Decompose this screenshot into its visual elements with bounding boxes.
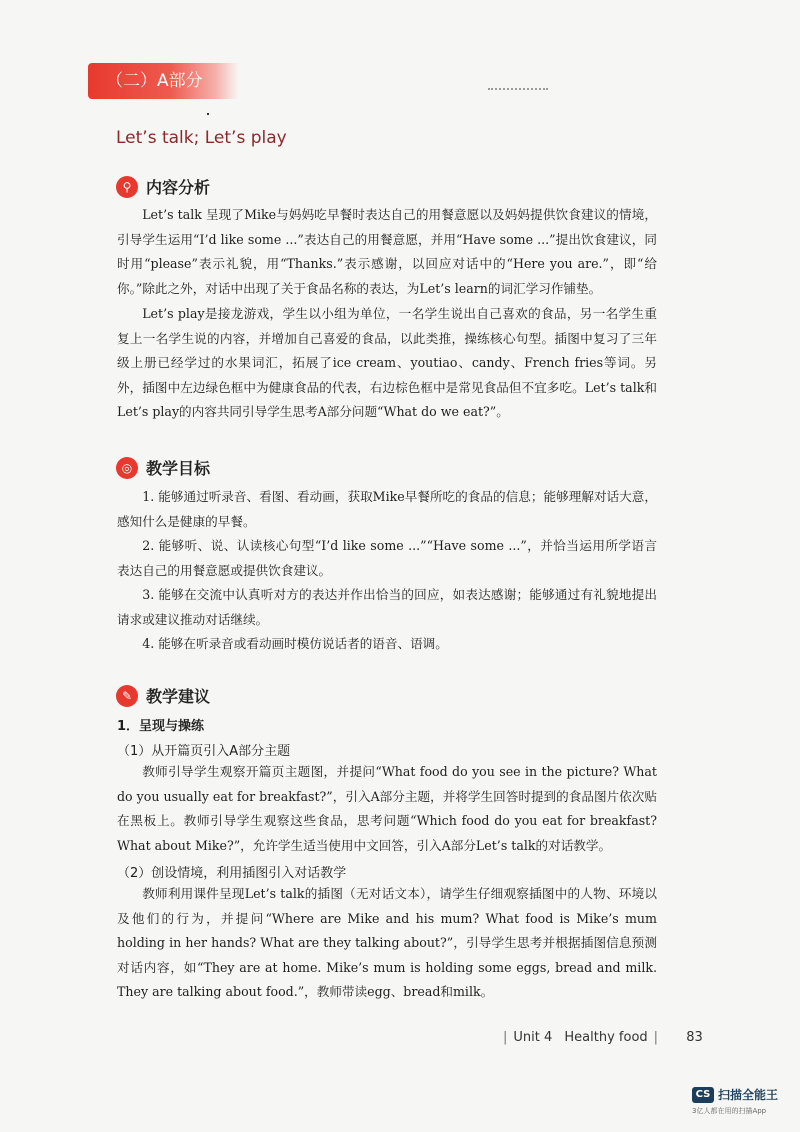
heading-analysis (116, 175, 210, 198)
advice-paragraph-2: 教师利用课件呈现Let’s talk的插图（无对话文本），请学生仔细观察插图中的人物、环境以及他们的行为，并提问“Where are Mike and his mum? What food is Mike’s mum holding in her hands? What are they talking about?”，引导学生思考并根据插图信息预测对话内容，如“They are at home. Mike’s mum is holding some eggs, bread and milk. They are talking about food.”，教师带读egg、bread和milk。 (117, 886, 657, 999)
dotted-divider (488, 88, 548, 93)
goal-item-2: 2. 能够听、说、认读核心句型“I’d like some ...”“Have some ...”，并恰当运用所学语言表达自己的用餐意愿或提供饮食建议。 (117, 538, 657, 578)
heading-analysis-label: 内容分析 (146, 178, 211, 197)
page-footer: | Unit 4 Healthy food | 83 (503, 1030, 703, 1045)
heading-goals-label: 教学目标 (146, 459, 211, 478)
heading-advice (116, 684, 210, 707)
pen-icon: ✎ (116, 685, 138, 707)
heading-goals (116, 456, 210, 479)
page-number: 83 (686, 1030, 703, 1045)
advice-sub-1: （1）从开篇页引入A部分主题 (117, 744, 291, 759)
goal-item-4: 4. 能够在听录音或看动画时模仿说话者的语音、语调。 (142, 636, 448, 651)
advice-sub-2: （2）创设情境，利用插图引入对话教学 (117, 866, 347, 881)
advice-item-1: 1．呈现与操练 (117, 719, 205, 734)
advice-paragraph-1: 教师引导学生观察开篇页主题图，并提问“What food do you see in the picture? What do you usually eat for breakfast?”，引入A部分主题，并将学生回答时提到的食品图片依次贴在黑板上。教师引导学生观察这些食品，思考问题“Which food do you eat for breakfast? What about Mike?”，允许学生适当使用中文回答，引入A部分Let’s talk的对话教学。 (117, 764, 657, 853)
watermark-tagline: 3亿人都在用的扫描App (692, 1107, 767, 1115)
footer-topic: Healthy food (564, 1030, 648, 1045)
target-icon: ◎ (116, 457, 138, 479)
lesson-subtitle: Let’s talk; Let’s play (116, 128, 287, 148)
goal-item-3: 3. 能够在交流中认真听对方的表达并作出恰当的回应，如表达感谢；能够通过有礼貌地提出请求或建议推动对话继续。 (117, 587, 657, 627)
watermark-name: 扫描全能王 (718, 1088, 779, 1102)
analysis-paragraph-2: Let’s play是接龙游戏，学生以小组为单位，一名学生说出自己喜欢的食品，另一名学生重复上一名学生说的内容，并增加自己喜爱的食品，以此类推，操练核心句型。插图中复习了三年级上册已经学过的水果词汇，拓展了ice cream、youtiao、candy、French fries等词。另外，插图中左边绿色框中为健康食品的代表，右边棕色框中是常见食品但不宜多吃。Let’s talk和Let’s play的内容共同引导学生思考A部分问题“What do we eat?”。 (117, 306, 657, 419)
scanner-watermark (692, 1086, 778, 1103)
camscanner-logo: CS (692, 1087, 714, 1103)
scan-speck (207, 113, 209, 115)
section-tab: （二）A部分 (88, 63, 238, 99)
goal-item-1: 1. 能够通过听录音、看图、看动画，获取Mike早餐所吃的食品的信息；能够理解对话大意，感知什么是健康的早餐。 (117, 489, 657, 529)
magnifier-icon: ⚲ (116, 176, 138, 198)
analysis-paragraph-1: Let’s talk 呈现了Mike与妈妈吃早餐时表达自己的用餐意愿以及妈妈提供饮食建议的情境，引导学生运用“I’d like some ...”表达自己的用餐意愿，并用“Have some ...”提出饮食建议，同时用“please”表示礼貌，用“Thanks.”表示感谢，以回应对话中的“Here you are.”，即“给你。”除此之外，对话中出现了关于食品名称的表达，为Let’s learn的词汇学习作铺垫。 (117, 207, 657, 296)
heading-advice-label: 教学建议 (146, 687, 211, 706)
footer-unit: Unit 4 (513, 1030, 553, 1045)
